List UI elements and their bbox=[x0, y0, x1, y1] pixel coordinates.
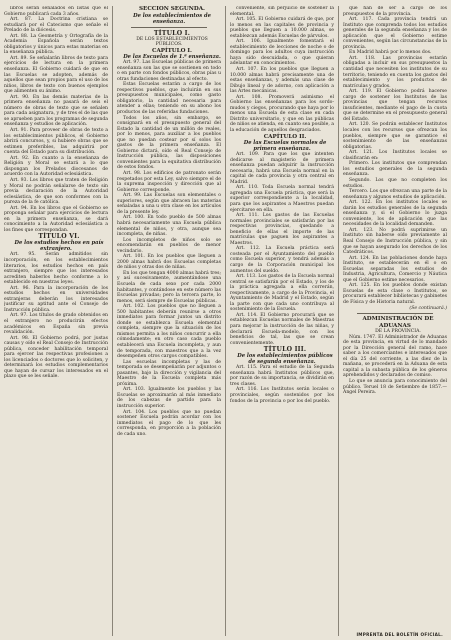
section-subheading: DE LA PROVINCIA. bbox=[375, 329, 421, 335]
paragraph: Primero. Los institutos que comprendan los estudios generales de la segunda enseñanza. bbox=[343, 161, 447, 178]
printer-imprint: IMPRENTA DEL BOLETÍN OFICIAL. bbox=[356, 632, 443, 637]
paragraph: Art. 120. Se podrán establecer Institutos locales con los recursos que ofrezcan los pueblos, siempre que se garantice el sostenimiento de las enseñanzas obligatorias. bbox=[343, 122, 447, 150]
paragraph: Art. 106. Igualmente fomentará el establecimiento de lecciones de noche o de domingo para los adultos cuya instrucción haya sido descuidada, o que quieran adelantar en conocimientos. bbox=[230, 39, 334, 67]
paragraph: Art. 87. La Doctrina cristiana se estudiará por el Catecismo que señale el Prelado de la diócesis. bbox=[4, 17, 108, 34]
paragraph: Art. 102. Los pueblos que no lleguen a 500 habitantes deberán reunirse a otros inmediatos para formar juntos un distrito donde se establezca Escuela elemental completa, siempre que la situación de los mismos permita a los niños concurrir a ella cómodamente; en otro caso cada pueblo establecerá una Escuela incompleta, y aun de temporada, con maestros que a la vez desempeñen otros cargos compatibles. bbox=[117, 304, 221, 360]
paragraph: Art. 122. En los institutos locales se darán los estudios generales de la segunda enseñanza y, si el Gobierno lo juzga conveniente, los de aplicación que las necesidades de la localidad demanden. bbox=[343, 200, 447, 228]
title-heading: TÍTULO III. bbox=[263, 346, 307, 354]
section-heading: ADMINISTRACIÓN DE ADUANAS bbox=[362, 316, 434, 329]
paragraph: Art. 111. Los gastos de las Escuelas normales provinciales se satisfarán por las respectivas provincias, quedando a beneficio de ellas el importe de las matrículas que paguen los aspirantes a Maestros. bbox=[230, 213, 334, 246]
paragraph: En los que tengan 4000 almas habrá tres; y así sucesivamente, aumentándose una Escuela de cada sexo por cada 2000 habitantes, y contándose en este número las Escuelas privadas; pero la tercera parte, lo menos, será siempre de Escuelas públicas. bbox=[117, 270, 221, 304]
column-2 bbox=[112, 6, 221, 636]
column-4 bbox=[338, 6, 447, 636]
paragraph: Art. 100. En todo pueblo de 500 almas habrá necesariamente una Escuela pública elemental de niños, y otra, aunque sea incompleta, de niñas. bbox=[117, 215, 221, 238]
paragraph: Las escuelas incompletas y las de temporada se desempeñarán por adjuntos o pasantes, bajo la dirección y vigilancia del Maestro de la Escuela completa más próxima. bbox=[117, 359, 221, 387]
paragraph: Los incompletos de niños solo se encomendarán en pueblos de menor vecindario. bbox=[117, 237, 221, 254]
column-1 bbox=[4, 6, 108, 636]
chapter-heading: CAPÍTULO I. bbox=[152, 47, 192, 54]
paragraph: Art. 116. Los Institutos serán locales o provinciales, según sostenidos por los fondos de la provincia o por los del pueblo. bbox=[230, 387, 334, 404]
paragraph: Art. 97. Las Escuelas públicas de primera enseñanza son las que se sostienen en todo o en parte con fondos públicos, obras pías u otras fundaciones destinadas al efecto. bbox=[117, 60, 221, 82]
title-heading: TÍTULO VI. bbox=[38, 233, 80, 241]
paragraph: Art. 105. El Gobierno cuidará de que, por lo menos en las capitales de provincia y pueblos que lleguen a 10.000 almas, se establezcan además Escuelas de párvulos. bbox=[230, 17, 334, 39]
paragraph: Art. 91. Para proveer de obras de texto a los establecimientos públicos, el Gobierno abrirá concursos, y, si hubiere obras que se estimen preferibles, las adquirirá por cuenta del Estado para su distribución. bbox=[4, 128, 108, 156]
paragraph: Art. 95. Serán admitidos sin incorporación, en los establecimientos literarios, los estudios hechos en país extranjero, siempre que los interesados acrediten haberlos hecho conforme a lo establecido en nuestras leyes. bbox=[4, 252, 108, 286]
paragraph: Segundo. Los que no completen los estudios. bbox=[343, 177, 447, 189]
paragraph: En Madrid habrá por lo menos dos. bbox=[349, 50, 432, 56]
paragraph: Art. 98. Los edificios de patronato serán respetados por esta Ley, salvo siempre el de la suprema inspección y dirección que al Gobierno corresponde. bbox=[117, 171, 221, 193]
divider bbox=[131, 27, 207, 28]
paragraph: Art. 88. La Geometría y Ortografía de la Academia Española serán textos obligatorios y únicos para estas materias en la enseñanza pública. bbox=[4, 33, 108, 56]
paragraph: Art. 90. En las demás materias de la primera enseñanza no pasará de seis el número de obras de texto que se señalen para cada asignatura, y de tres el de las que se aprueben para los programas de segunda enseñanza y estudios de aplicación. bbox=[4, 94, 108, 128]
paragraph: Art. 92. En cuanto a la enseñanza de Religión y Moral se estará a lo que dispongan los Prelados diocesanos de acuerdo con la Autoridad eclesiástica. bbox=[4, 155, 108, 178]
paragraph: Art. 107. En los pueblos que lleguen a 10.000 almas habrá precisamente una de estas enseñanzas, y además una clase de Dibujo lineal y de adorno, con aplicación a las Artes mecánicas. bbox=[230, 67, 334, 95]
paragraph: Art. 114. El Gobierno procurará que se establezcan Escuelas normales de Maestras para mejorar la instrucción de las niñas, y declarará Escuela-modelo, con los beneficios de tal, las que se crean convenientemente. bbox=[230, 312, 334, 346]
chapter-heading: CAPÍTULO II. bbox=[263, 133, 307, 140]
paragraph: Estas Escuelas estarán a cargo de los respectivos pueblos, que incluirán en sus presupuestos municipales, como gasto obligatorio, la cantidad necesaria para atender a ellas; teniendo en su abono los productos de las referidas fundaciones. bbox=[117, 82, 221, 116]
paragraph: Art. 94. En los libros que el Gobierno se proponga señalar para ejercicios de lectura en la primera enseñanza, se dará conocimiento a la Autoridad eclesiástica a los fines que correspondan. bbox=[4, 205, 108, 233]
paragraph: Art. 125. En los pueblos donde existan Escuelas de esta clase o Institutos, se procurará establecer bibliotecas y gabinetes de Física y de Historia natural. bbox=[343, 283, 447, 305]
paragraph: Art. 97. Los títulos de grado obtenidos en el extranjero no producirán efectos académicos en España sin previa revalidación. bbox=[4, 313, 108, 336]
paragraph: Art. 109. Para que los que intenten dedicarse al magisterio de primera enseñanza puedan adquirir la instrucción necesaria, habrá una Escuela normal en la capital de cada provincia y otra central en Madrid. bbox=[230, 152, 334, 185]
paragraph: Art. 121. Los Institutos locales se clasificarán en: bbox=[343, 150, 447, 161]
paragraph: Art. 115. Para el estudio de la Segunda enseñanza habrá Institutos públicos que, por razón de su importancia, se dividirán en tres clases. bbox=[230, 365, 334, 387]
divider bbox=[357, 313, 433, 314]
paragraph: Art. 93. Los libros que traten de Religión y Moral no podrán señalarse de texto sin previa declaración de la Autoridad eclesiástica, de que son conformes con la pureza de la fe católica. bbox=[4, 177, 108, 206]
paragraph: Art. 112. La Escuela práctica será costeada por el Ayuntamiento del pueblo como Escuela superior, y tendrá además a cargo de la Corporación municipal los aumentos del sueldo. bbox=[230, 246, 334, 274]
chapter-subheading: De las Escuelas de 1.ª enseñanza. bbox=[123, 54, 221, 61]
paragraph: Tercero. Los que ofrezcan una parte de la enseñanza y algunos estudios de aplicación. bbox=[343, 189, 447, 200]
paragraph: Todos los años, sin embargo, se consignará en el presupuesto general del Estado la cantidad de un millón de reales, por lo menos, para auxiliar a los pueblos que no puedan costear por sí solos los gastos de la primera enseñanza. El Gobierno dictará, oído el Real Consejo de Instrucción pública, las disposiciones convenientes para la equitativa distribución de estos fondos. bbox=[117, 115, 221, 171]
paragraph: Art. 117. Cada provincia tendrá un Instituto que comprenda todos los estudios generales de la segunda enseñanza y los de aplicación que el Gobierno estime convenientes, según las circunstancias de la provincia. bbox=[343, 17, 447, 50]
chapter-subheading: De las Escuelas normales de primera enseñanza. bbox=[243, 140, 327, 153]
paragraph: Art. 119. El Gobierno podrá hacerse cargo de sostener los Institutos de las provincias que tengan recursos insuficientes, mediante el pago de la cuota que se determine en el presupuesto general del Estado. bbox=[343, 89, 447, 122]
paragraph: Lo que se anuncia para conocimiento del público. Teruel 18 de Setiembre de 1857.—Ángel Pereira. bbox=[343, 379, 447, 396]
title-subheading: DE LOS ESTABLECIMIENTOS PÚBLICOS. bbox=[136, 36, 208, 48]
title-subheading: De los establecimientos públicos de segunda enseñanza. bbox=[237, 353, 333, 366]
paragraph: que han de ser a cargo de los presupuestos de la provincia. bbox=[343, 6, 447, 17]
paragraph: Art. 118. Las provincias estarán obligadas a incluir en sus presupuestos la cantidad que necesiten los institutos de su territorio, teniendo en cuenta los gastos del establecimiento y los productos de matrículas y grados. bbox=[343, 55, 447, 89]
paragraph: Art. 89. Se señalarán libros de texto para ejercicios de lectura en la primera enseñanza. El Gobierno cuidará de que en las Escuelas se adopten, además de aquellos que sean propios para el uso de los niños, libros de texto con buenos ejemplos que alimenten su ánimo. bbox=[4, 55, 108, 95]
paragraph: Art. 110. Toda Escuela normal tendrá agregada una Escuela práctica, que será la superior correspondiente a la localidad, para que los aspirantes a Maestros puedan ejercitarse en ella. bbox=[230, 185, 334, 213]
paragraph: Núm. 1747. El Administrador de Aduanas de esta provincia, en virtud de lo mandado por la Dirección general del ramo, hace saber a los comerciantes e interesados que el día 25 del corriente, a las diez de la mañana, se procederá en la Aduana de esta capital a la subasta pública de los géneros aprehendidos y declarados de comiso. bbox=[343, 334, 447, 379]
column-3 bbox=[225, 6, 334, 636]
paragraph: conveniente, sin perjuicio de sostener la elemental. bbox=[230, 6, 334, 17]
paragraph: Art. 108. Promoverá asimismo el Gobierno las enseñanzas para los sordo-mudos y ciegos, procurando que haya por lo menos una Escuela de esta clase en cada Distrito universitario, y que en las públicas de niños se atienda, en cuanto sea posible, a la educación de aquellos desgraciados. bbox=[230, 94, 334, 134]
paragraph: Art. 104. Los pueblos que no puedan sostener Escuela podrán acordar con los inmediatos el pago de lo que les corresponda, en proporción a la población de cada uno. bbox=[117, 409, 221, 437]
section-subheading: De los establecimientos de enseñanza. bbox=[133, 12, 211, 25]
paragraph: Art. 124. En las poblaciones donde haya Instituto, se establecerán en él o en Escuelas separadas los estudios de Industria, Agricultura, Comercio y Náutica que el Gobierno estime necesarios. bbox=[343, 255, 447, 283]
paragraph: Art. 98. El Gobierno podrá, por justas causas y oído el Real Consejo de Instrucción pública, conceder habilitación temporal para ejercer las respectivas profesiones a los licenciados o doctores que lo soliciten, y determinará los estudios complementarios que hayan de cursar los interesados en el plazo que se les señale. bbox=[4, 335, 108, 380]
paragraph: Art. 123. No podrá suprimirse un Instituto sin haberse oído previamente al Real Consejo de Instrucción pública, y sin que se hayan asegurado los derechos de los Catedráticos. bbox=[343, 227, 447, 256]
paragraph: Art. 103. Igualmente los pueblos y las Escuelas se aproximarán al más inmediato de los cabezas de partido para la instrucción superior. bbox=[117, 387, 221, 409]
title-heading: TÍTULO I. bbox=[153, 29, 191, 37]
paragraph: libros serán señalados en listas que el Gobierno publicará cada 3 años. bbox=[4, 6, 108, 17]
paragraph: Art. 113. Los gastos de la Escuela normal central se satisfarán por el Estado, y los de la práctica agregada a ella correrán, respectivamente, a cargo de la Provincia, el Ayuntamiento de Madrid y el Estado, según la parte con que cada uno contribuya al sostenimiento de la Escuela. bbox=[230, 274, 334, 313]
paragraph: Art. 96. Para la incorporación de los estudios hechos en universidades extranjeras deberán los interesados justificar su aptitud ante el Consejo de Instrucción pública. bbox=[4, 285, 108, 313]
paragraph: Art. 99. Las Escuelas son elementales o superiores, según que abracen las materias señaladas a una u otra clase en los artículos de la presente ley. bbox=[117, 193, 221, 215]
continued-note: (Se continuará.) bbox=[409, 305, 447, 311]
paragraph: Art. 101. En los pueblos que lleguen a 2000 almas habrá dos Escuelas completas de niños y otras dos de niñas. bbox=[117, 254, 221, 271]
section-heading: SECCIÓN SEGUNDA. bbox=[139, 6, 205, 12]
title-subheading: De los estudios hechos en país extranjero. bbox=[14, 240, 104, 253]
